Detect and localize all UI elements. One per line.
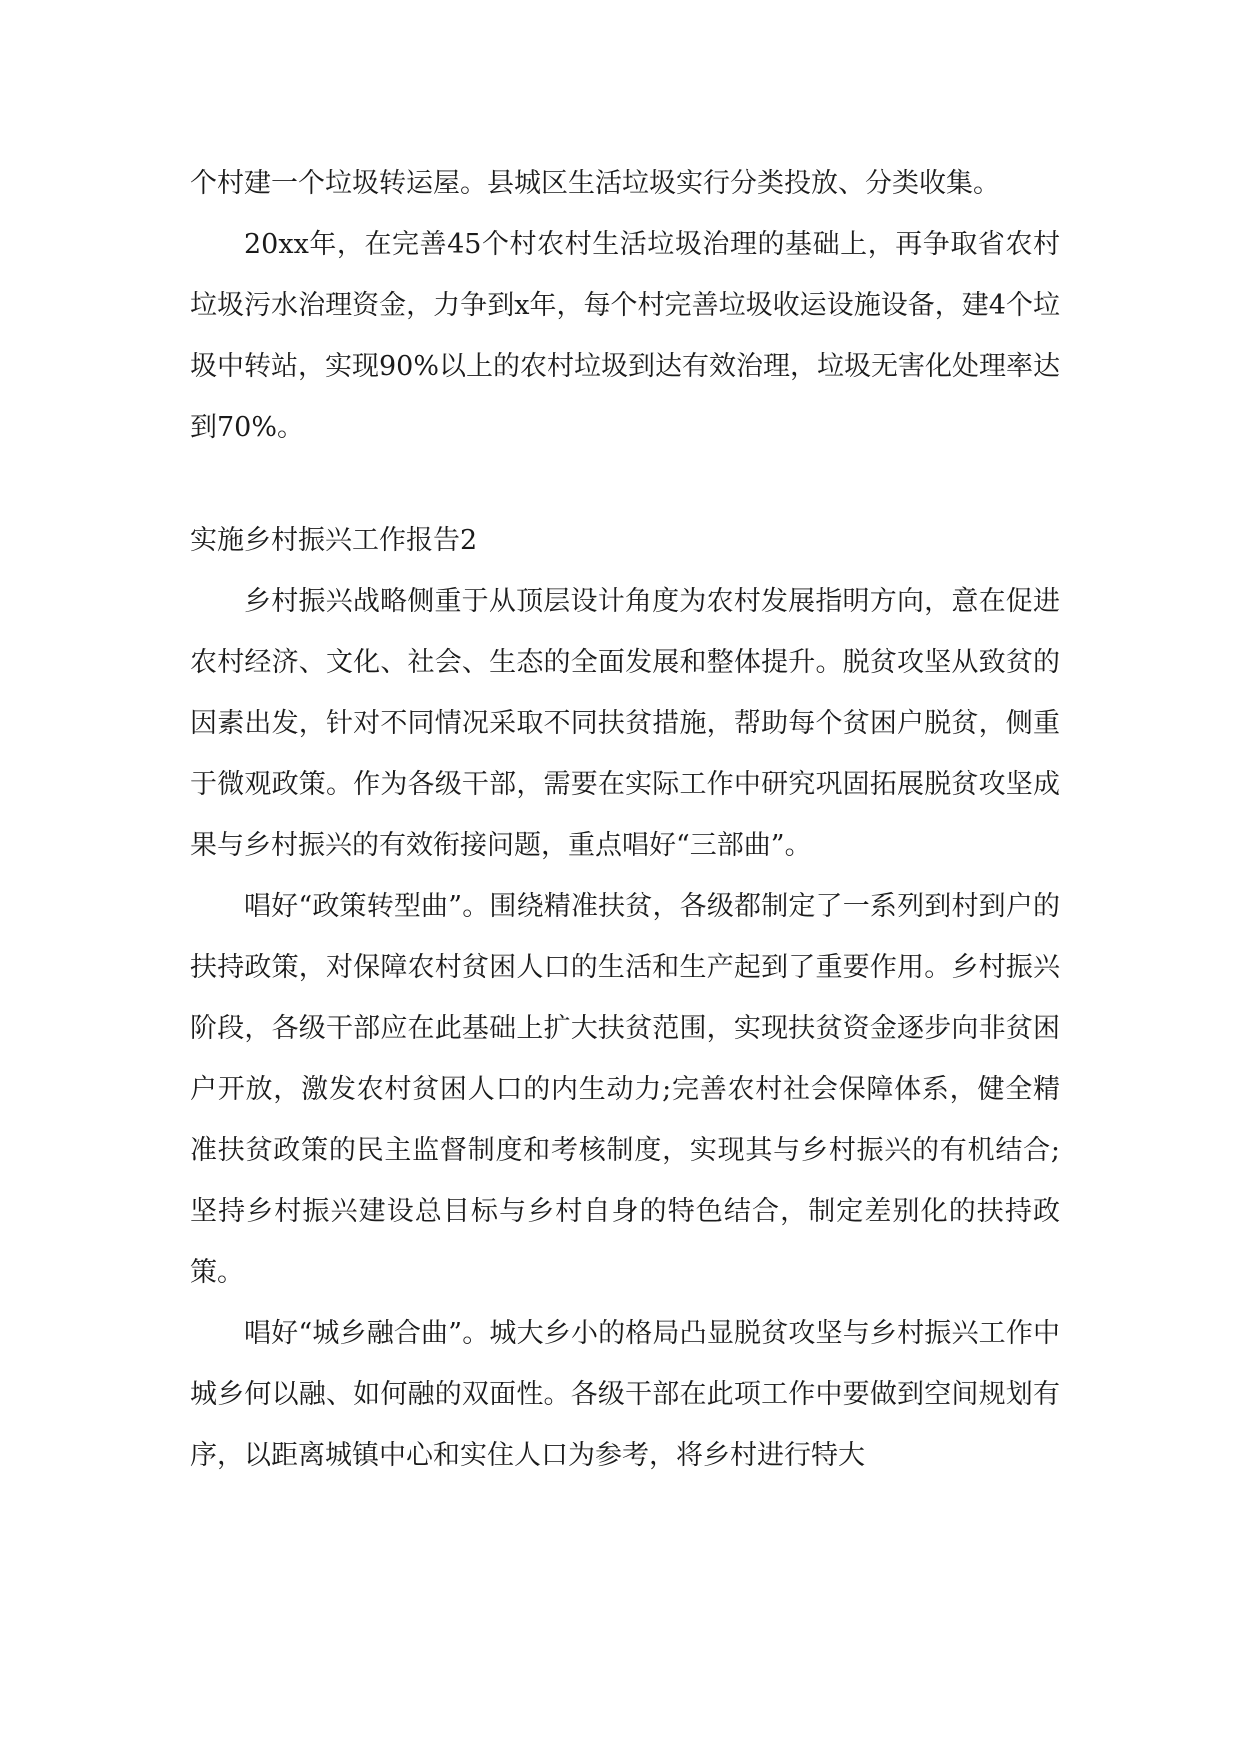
document-body: [190, 153, 1060, 1486]
paragraph-garbage-plan: 20xx年，在完善45个村农村生活垃圾治理的基础上，再争取省农村垃圾污水治理资金，力争到x年，每个村完善垃圾收运设施设备，建4个垃圾中转站，实现90%以上的农村垃圾到达有效治理，垃圾无害化处理率达到70%。: [190, 229, 1061, 443]
paragraph-intro: 乡村振兴战略侧重于从顶层设计角度为农村发展指明方向，意在促进农村经济、文化、社会、生态的全面发展和整体提升。脱贫攻坚从致贫的因素出发，针对不同情况采取不同扶贫措施，帮助每个贫困户脱贫，侧重于微观政策。作为各级干部，需要在实际工作中研究巩固拓展脱贫攻坚成果与乡村振兴的有效衔接问题，重点唱好“三部曲”。: [190, 586, 1060, 861]
paragraph-continuation: 个村建一个垃圾转运屋。县城区生活垃圾实行分类投放、分类收集。: [190, 168, 1000, 199]
paragraph-policy-transition: 唱好“政策转型曲”。围绕精准扶贫，各级都制定了一系列到村到户的扶持政策，对保障农村贫困人口的生活和生产起到了重要作用。乡村振兴阶段，各级干部应在此基础上扩大扶贫范围，实现扶贫资金逐步向非贫困户开放，激发农村贫困人口的内生动力;完善农村社会保障体系，健全精准扶贫政策的民主监督制度和考核制度，实现其与乡村振兴的有机结合;坚持乡村振兴建设总目标与乡村自身的特色结合，制定差别化的扶持政策。: [190, 891, 1060, 1288]
section-title: 实施乡村振兴工作报告2: [190, 525, 478, 556]
paragraph-urban-rural-integration: 唱好“城乡融合曲”。城大乡小的格局凸显脱贫攻坚与乡村振兴工作中城乡何以融、如何融的双面性。各级干部在此项工作中要做到空间规划有序，以距离城镇中心和实住人口为参考，将乡村进行特大: [190, 1318, 1060, 1471]
